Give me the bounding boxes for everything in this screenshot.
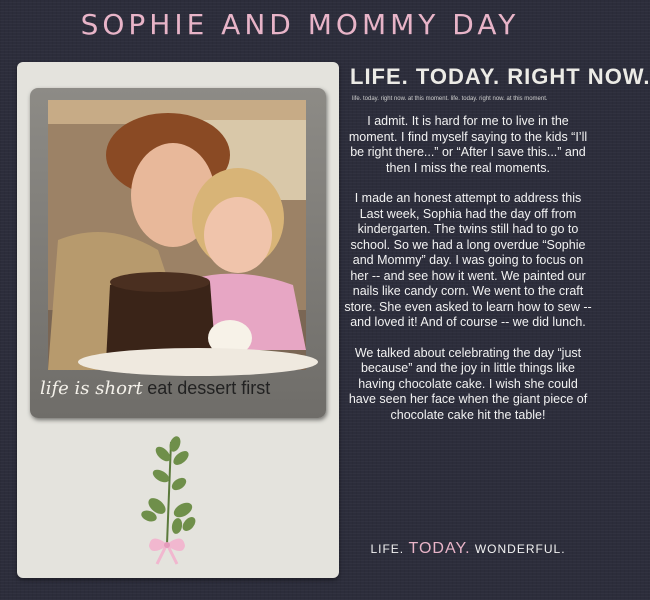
caption-plain-text: eat dessert first <box>147 378 271 398</box>
journal-paragraph: I made an honest attempt to address this Last week, Sophia had the day off from kindergarten. The twins still had to go to school. So we had a long overdue “Sophie and Mommy” day. I was going to focus on her -- and see how it went. We painted our nails like candy corn. We went to the craft store. She even asked to learn how to sew -- and loved it! And of course -- we did lunch. <box>344 191 592 329</box>
closing-part-3: WONDERFUL. <box>474 542 566 556</box>
journal-paragraph: We talked about celebrating the day “just because” and the joy in little things like having chocolate cake. I wish she could have seen her face when the giant piece of chocolate cake hit the table! <box>348 345 588 422</box>
page-title: SOPHIE AND MOMMY DAY <box>80 8 520 41</box>
closing-part-1: LIFE. <box>370 542 405 556</box>
journal-paragraph: I admit. It is hard for me to live in the moment. I find myself saying to the kids “I’ll be right there...” or “After I save this...” and then I miss the real moments. <box>348 114 588 175</box>
closing-part-2: TODAY. <box>408 540 471 557</box>
journal-closing <box>344 540 592 558</box>
journal-subheading: life. today. right now. at this moment. life. today. right now. at this moment. <box>352 96 548 102</box>
journal-body <box>344 114 592 438</box>
sprig-with-bow-icon <box>133 432 213 567</box>
journal-heading: LIFE. TODAY. RIGHT NOW. <box>350 64 650 89</box>
photo-illustration <box>48 100 306 370</box>
photo-mother-daughter-cake <box>48 100 306 370</box>
caption-script-text: life is short <box>40 378 143 399</box>
photo-caption <box>40 378 320 408</box>
